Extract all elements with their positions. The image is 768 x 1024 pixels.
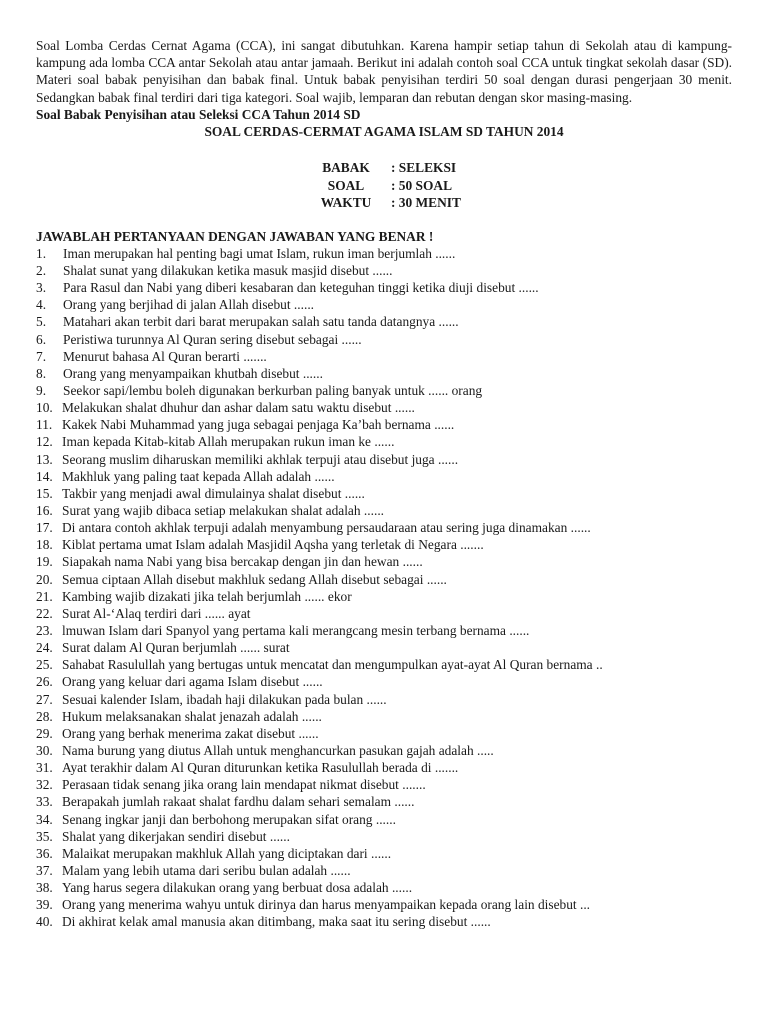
question-text: Di antara contoh akhlak terpuji adalah menyambung persaudaraan atau sering juga dinamakan ...... (62, 520, 591, 536)
question-item (36, 828, 732, 845)
question-text: Berapakah jumlah rakaat shalat fardhu dalam sehari semalam ...... (62, 794, 415, 810)
exam-info-block (36, 159, 732, 212)
question-text: Ayat terakhir dalam Al Quran diturunkan ketika Rasulullah berada di ....... (62, 760, 459, 776)
question-item (36, 913, 732, 930)
question-text: Surat yang wajib dibaca setiap melakukan shalat adalah ...... (62, 503, 385, 519)
question-number: 7. (36, 348, 47, 364)
question-item (36, 416, 732, 433)
document-page (36, 37, 732, 931)
question-item (36, 588, 732, 605)
question-text: Orang yang menyampaikan khutbah disebut ...... (63, 365, 323, 381)
exam-info-row-babak (36, 159, 732, 177)
question-number: 16. (36, 503, 53, 519)
question-number: 9. (36, 383, 47, 399)
question-text: Siapakah nama Nabi yang bisa bercakap dengan jin dan hewan ...... (62, 554, 423, 570)
question-text: Orang yang berhak menerima zakat disebut ...... (62, 725, 319, 741)
question-number: 37. (36, 862, 53, 878)
question-number: 32. (36, 777, 53, 793)
question-item (36, 279, 732, 296)
question-item (36, 382, 732, 399)
question-number: 40. (36, 914, 53, 930)
question-text: Surat dalam Al Quran berjumlah ...... surat (62, 640, 290, 656)
question-item (36, 656, 732, 673)
question-text: Seekor sapi/lembu boleh digunakan berkurban paling banyak untuk ...... orang (63, 383, 483, 399)
subheading: Soal Babak Penyisihan atau Seleksi CCA Tahun 2014 SD (36, 106, 361, 122)
question-item (36, 742, 732, 759)
question-number: 12. (36, 434, 53, 450)
question-number: 30. (36, 743, 53, 758)
question-item (36, 245, 732, 262)
question-text: Senang ingkar janji dan berbohong merupakan sifat orang ...... (62, 811, 396, 827)
question-text: Kambing wajib dizakati jika telah berjumlah ...... ekor (62, 588, 352, 604)
question-number: 20. (36, 571, 53, 587)
question-text: Yang harus segera dilakukan orang yang berbuat dosa adalah ...... (62, 880, 413, 896)
question-text: Orang yang keluar dari agama Islam disebut ...... (62, 674, 323, 690)
question-item (36, 331, 732, 348)
question-number: 28. (36, 708, 53, 724)
question-text: Malaikat merupakan makhluk Allah yang diciptakan dari ...... (62, 845, 392, 861)
question-item (36, 639, 732, 656)
question-item (36, 365, 732, 382)
question-item (36, 622, 732, 639)
question-text: Orang yang berjihad di jalan Allah disebut ...... (63, 297, 315, 313)
question-text: Takbir yang menjadi awal dimulainya shalat disebut ...... (62, 485, 365, 501)
question-item (36, 536, 732, 553)
question-number: 18. (36, 537, 53, 553)
question-item (36, 793, 732, 810)
intro-paragraph: Soal Lomba Cerdas Cernat Agama (CCA), ini sangat dibutuhkan. Karena hampir setiap tahun di Sekolah atau di kampung-kampung ada lomba CCA antar Sekolah atau antar jamaah. Berikut ini adalah contoh soal CCA untuk tingkat sekolah dasar (SD). Materi soal babak penyisihan dan babak final. Untuk babak penyisihan terdiri 50 soal dengan durasi pengerjaan 30 menit. Sedangkan babak final terdiri dari tiga kategori. Soal wajib, lemparan dan rebutan dengan skor masing-masing. (36, 38, 732, 105)
question-item (36, 485, 732, 502)
question-item (36, 348, 732, 365)
question-number: 15. (36, 485, 53, 501)
question-text: Iman merupakan hal penting bagi umat Islam, rukun iman berjumlah ...... (63, 245, 456, 261)
question-text: Sahabat Rasulullah yang bertugas untuk mencatat dan mengumpulkan ayat-ayat Al Quran bernama .. (62, 657, 603, 673)
question-text: Kakek Nabi Muhammad yang juga sebagai penjaga Ka’bah bernama ...... (62, 417, 455, 433)
question-text: Seorang muslim diharuskan memiliki akhlak terpuji atau disebut juga ...... (62, 451, 459, 467)
question-list (36, 245, 732, 931)
question-number: 11. (36, 417, 53, 433)
question-item (36, 605, 732, 622)
question-text: Para Rasul dan Nabi yang diberi kesabaran dan keteguhan tinggi ketika diuji disebut ...... (63, 280, 539, 296)
exam-info-row-soal (36, 177, 732, 195)
question-number: 6. (36, 331, 47, 347)
question-number: 21. (36, 588, 53, 604)
question-number: 2. (36, 263, 47, 279)
question-number: 14. (36, 468, 53, 484)
question-item (36, 896, 732, 913)
question-item (36, 262, 732, 279)
document-title: SOAL CERDAS-CERMAT AGAMA ISLAM SD TAHUN 2014 (204, 124, 564, 140)
exam-info-value: : 30 MENIT (391, 195, 461, 211)
question-text: Semua ciptaan Allah disebut makhluk sedang Allah disebut sebagai ...... (62, 571, 447, 587)
question-number: 24. (36, 640, 53, 656)
question-text: lmuwan Islam dari Spanyol yang pertama kali merangcang mesin terbang bernama ...... (62, 623, 530, 639)
question-number: 36. (36, 845, 53, 861)
exam-info-value: : 50 SOAL (391, 177, 453, 193)
question-item (36, 673, 732, 690)
question-text: Shalat yang dikerjakan sendiri disebut ...... (62, 828, 290, 844)
question-number: 1. (36, 245, 47, 261)
question-text: Orang yang menerima wahyu untuk dirinya dan harus menyampaikan kepada orang lain disebut ... (62, 897, 591, 913)
question-item (36, 399, 732, 416)
question-number: 27. (36, 691, 53, 707)
question-number: 35. (36, 828, 53, 844)
instruction-heading: JAWABLAH PERTANYAAN DENGAN JAWABAN YANG BENAR ! (36, 228, 434, 244)
question-number: 26. (36, 674, 53, 690)
exam-info-label: SOAL (327, 177, 365, 193)
question-item (36, 451, 732, 468)
question-text: Kiblat pertama umat Islam adalah Masjidil Aqsha yang terletak di Negara ....... (62, 537, 484, 553)
question-number: 34. (36, 811, 53, 827)
question-item (36, 519, 732, 536)
question-number: 17. (36, 520, 53, 536)
question-text: Perasaan tidak senang jika orang lain mendapat nikmat disebut ....... (62, 777, 426, 793)
question-item (36, 553, 732, 570)
question-item (36, 708, 732, 725)
question-item (36, 811, 732, 828)
question-text: Sesuai kalender Islam, ibadah haji dilakukan pada bulan ...... (62, 691, 387, 707)
question-number: 5. (36, 314, 47, 330)
question-number: 10. (36, 400, 53, 416)
question-text: Matahari akan terbit dari barat merupakan salah satu tanda datangnya ...... (63, 314, 459, 330)
question-text: Makhluk yang paling taat kepada Allah adalah ...... (62, 468, 335, 484)
question-text: Menurut bahasa Al Quran berarti ....... (63, 348, 267, 364)
question-text: Hukum melaksanakan shalat jenazah adalah ...... (62, 708, 322, 724)
question-text: Shalat sunat yang dilakukan ketika masuk masjid disebut ...... (63, 263, 393, 279)
question-number: 19. (36, 554, 53, 570)
question-item (36, 759, 732, 776)
question-number: 22. (36, 605, 53, 621)
question-item (36, 296, 732, 313)
question-text: Surat Al-‘Alaq terdiri dari ...... ayat (62, 605, 251, 621)
question-text: Peristiwa turunnya Al Quran sering disebut sebagai ...... (63, 331, 362, 347)
question-text: Di akhirat kelak amal manusia akan ditimbang, maka saat itu sering disebut ...... (62, 914, 491, 930)
question-number: 29. (36, 725, 53, 741)
question-text: Melakukan shalat dhuhur dan ashar dalam satu waktu disebut ...... (62, 400, 415, 416)
question-number: 38. (36, 880, 53, 896)
exam-info-value: : SELEKSI (391, 160, 457, 176)
question-number: 3. (36, 280, 47, 296)
question-number: 13. (36, 451, 53, 467)
question-text: Malam yang lebih utama dari seribu bulan adalah ...... (62, 862, 351, 878)
question-text: Iman kepada Kitab-kitab Allah merupakan rukun iman ke ...... (62, 434, 395, 450)
question-item (36, 313, 732, 330)
question-number: 25. (36, 657, 53, 673)
question-item (36, 502, 732, 519)
question-number: 33. (36, 794, 53, 810)
exam-info-label: BABAK (322, 160, 370, 176)
question-item (36, 862, 732, 879)
exam-info-label: WAKTU (320, 195, 372, 211)
question-text: Nama burung yang diutus Allah untuk menghancurkan pasukan gajah adalah ..... (62, 743, 494, 758)
question-item (36, 776, 732, 793)
question-number: 31. (36, 760, 53, 776)
question-item (36, 725, 732, 742)
question-number: 8. (36, 365, 47, 381)
question-number: 4. (36, 297, 47, 313)
question-item (36, 691, 732, 708)
question-item (36, 433, 732, 450)
question-item (36, 571, 732, 588)
question-item (36, 468, 732, 485)
question-number: 23. (36, 623, 53, 639)
question-item (36, 845, 732, 862)
question-number: 39. (36, 897, 53, 913)
exam-info-row-waktu (36, 194, 732, 212)
question-item (36, 879, 732, 896)
